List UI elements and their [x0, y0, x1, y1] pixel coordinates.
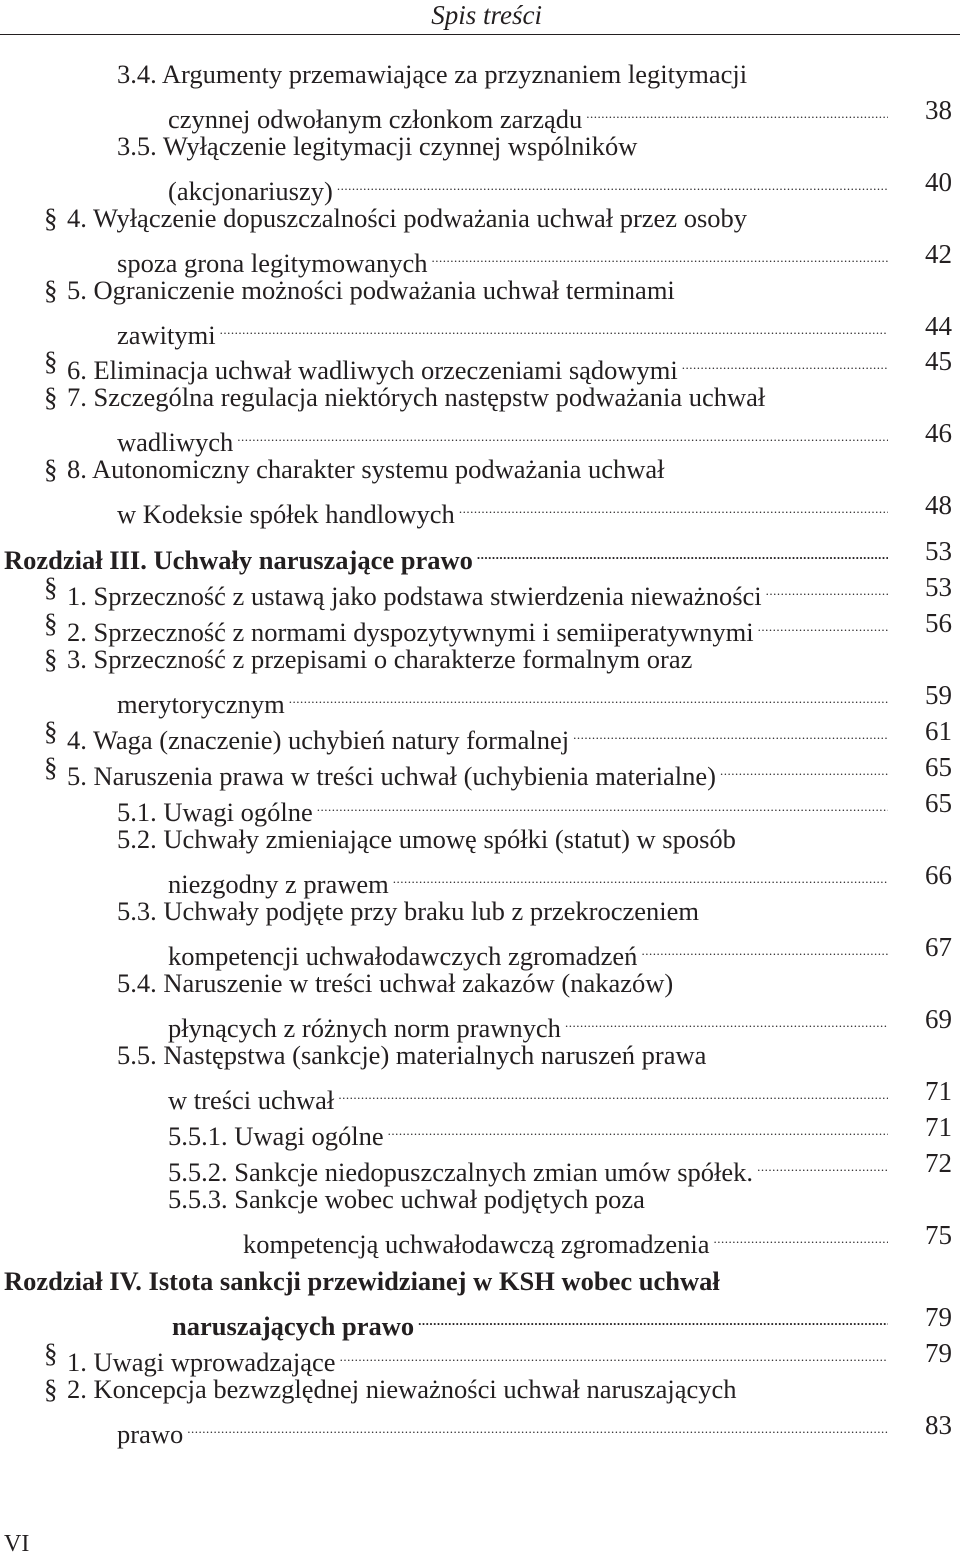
toc-entry-text: czynnej odwołanym członkom zarządu: [168, 104, 583, 134]
toc-entry: [67, 641, 890, 677]
toc-entry-text: 5.1. Uwagi ogólne: [117, 797, 313, 827]
toc-entry-text: w Kodeksie spółek handlowych: [117, 499, 455, 529]
leader-dots: [237, 415, 888, 451]
toc-chapter-entry: [4, 533, 890, 575]
section-mark: §: [44, 572, 58, 602]
toc-entry-text: 5.5.3. Sankcje wobec uchwał podjętych poza: [168, 1184, 645, 1214]
toc-entry-text: 3.4. Argumenty przemawiające za przyznaniem legitymacji: [117, 59, 748, 89]
toc-page-number: 75: [925, 1220, 952, 1250]
toc-chapter-entry: [4, 1263, 890, 1299]
toc-entry: [117, 821, 890, 857]
leader-dots: [338, 1073, 888, 1109]
toc-entry: [168, 1145, 890, 1187]
toc-chapter-text: Rozdział IV. Istota sankcji przewidzianej w KSH wobec uchwał: [4, 1266, 720, 1296]
toc-entry-text: 5.5.1. Uwagi ogólne: [168, 1121, 384, 1151]
toc-entry-text: 5. Naruszenia prawa w treści uchwał (uchybienia materialne): [67, 761, 716, 791]
running-header: [0, 0, 960, 35]
toc-chapter-text: naruszających prawo: [172, 1311, 415, 1341]
toc-entry-text: 5.5.2. Sankcje niedopuszczalnych zmian umów spółek.: [168, 1157, 754, 1187]
leader-dots: [641, 929, 888, 965]
toc-entry: [168, 1001, 890, 1043]
toc-page-number: 69: [925, 1004, 952, 1034]
toc-entry-text: niezgodny z prawem: [168, 869, 389, 899]
toc-entry-text: 5.5. Następstwa (sankcje) materialnych naruszeń prawa: [117, 1040, 707, 1070]
leader-dots: [187, 1407, 888, 1443]
toc-entry: [117, 1407, 890, 1449]
toc-page-number: 66: [925, 860, 952, 890]
leader-dots: [418, 1299, 888, 1335]
toc-entry: [67, 200, 890, 236]
toc-entry-text: 3. Sprzeczność z przepisami o charakterze formalnym oraz: [67, 644, 693, 674]
leader-dots: [766, 569, 888, 605]
leader-dots: [459, 487, 888, 523]
leader-dots: [393, 857, 888, 893]
toc-chapter-entry: [172, 1299, 890, 1341]
toc-page-number: 67: [925, 932, 952, 962]
toc-entry: [117, 893, 890, 929]
leader-dots: [757, 1145, 888, 1181]
toc-entry: [117, 56, 890, 92]
leader-dots: [720, 749, 888, 785]
toc-page-number: 56: [925, 608, 952, 638]
leader-dots: [477, 533, 888, 569]
toc-entry-text: w treści uchwał: [168, 1085, 335, 1115]
toc-entry-text: 2. Koncepcja bezwzględnej nieważności uchwał naruszających: [67, 1374, 737, 1404]
toc-entry-text: płynących z różnych norm prawnych: [168, 1013, 561, 1043]
toc-entry: [168, 857, 890, 899]
toc-entry-text: 6. Eliminacja uchwał wadliwych orzeczeniami sądowymi: [67, 355, 678, 385]
section-mark: §: [44, 346, 58, 376]
toc-entry-text: kompetencji uchwałodawczych zgromadzeń: [168, 941, 638, 971]
toc-entry: [67, 713, 890, 755]
toc-entry: [117, 415, 890, 457]
toc-page-number: 44: [925, 311, 952, 341]
toc-page-number: 46: [925, 418, 952, 448]
toc-entry: [168, 1073, 890, 1115]
toc-entry-text: wadliwych: [117, 427, 234, 457]
toc-page-number: 61: [925, 716, 952, 746]
toc-entry: [67, 749, 890, 791]
toc-page-number: 71: [925, 1076, 952, 1106]
toc-page-number: 45: [925, 346, 952, 376]
toc-entry-text: 1. Uwagi wprowadzające: [67, 1347, 336, 1377]
leader-dots: [317, 785, 888, 821]
toc-entry: [67, 605, 890, 647]
toc-entry: [67, 343, 890, 385]
toc-page-number: 42: [925, 239, 952, 269]
section-mark: §: [44, 454, 58, 484]
toc-page-number: 65: [925, 752, 952, 782]
toc-entry-text: prawo: [117, 1419, 184, 1449]
section-mark: §: [44, 716, 58, 746]
leader-dots: [388, 1109, 888, 1145]
toc-entry: [67, 379, 890, 415]
leader-dots: [220, 308, 888, 344]
leader-dots: [289, 677, 888, 713]
toc-entry-text: zawitymi: [117, 320, 216, 350]
header-title: Spis treści: [431, 0, 542, 30]
section-mark: §: [44, 1374, 58, 1404]
toc-entry: [117, 236, 890, 278]
toc-entry-text: 5.4. Naruszenie w treści uchwał zakazów (nakazów): [117, 968, 674, 998]
toc-entry: [67, 1371, 890, 1407]
toc-entry: [67, 272, 890, 308]
section-mark: §: [44, 644, 58, 674]
toc-entry-text: 1. Sprzeczność z ustawą jako podstawa stwierdzenia nieważności: [67, 581, 762, 611]
section-mark: §: [44, 1338, 58, 1368]
toc-entry-text: 5.3. Uchwały podjęte przy braku lub z przekroczeniem: [117, 896, 700, 926]
toc-entry: [117, 308, 890, 350]
toc-entry-text: 4. Wyłączenie dopuszczalności podważania uchwał przez osoby: [67, 203, 748, 233]
toc-page-number: 71: [925, 1112, 952, 1142]
toc-entry-text: (akcjonariuszy): [168, 176, 333, 206]
leader-dots: [573, 713, 888, 749]
toc-entry: [168, 1109, 890, 1151]
toc-page-number: 79: [925, 1302, 952, 1332]
toc-entry-text: merytorycznym: [117, 689, 285, 719]
toc-entry: [67, 569, 890, 611]
leader-dots: [337, 164, 888, 200]
toc-page-number: 53: [925, 536, 952, 566]
toc-page-number: 48: [925, 490, 952, 520]
toc-page-number: 53: [925, 572, 952, 602]
toc-entry: [117, 677, 890, 719]
section-mark: §: [44, 608, 58, 638]
toc-entry-text: spoza grona legitymowanych: [117, 248, 428, 278]
toc-page-number: 40: [925, 167, 952, 197]
section-mark: §: [44, 752, 58, 782]
toc-page-number: 79: [925, 1338, 952, 1368]
toc-page-number: 38: [925, 95, 952, 125]
section-mark: §: [44, 275, 58, 305]
toc-page-number: 83: [925, 1410, 952, 1440]
leader-dots: [432, 236, 888, 272]
toc-entry-text: kompetencją uchwałodawczą zgromadzenia: [243, 1229, 710, 1259]
page-folio: VI: [4, 1531, 30, 1557]
toc-entry: [243, 1217, 890, 1259]
leader-dots: [565, 1001, 888, 1037]
leader-dots: [713, 1217, 888, 1253]
toc-entry: [67, 451, 890, 487]
toc-entry-text: 3.5. Wyłączenie legitymacji czynnej wspólników: [117, 131, 638, 161]
leader-dots: [758, 605, 888, 641]
toc-entry-text: 2. Sprzeczność z normami dyspozytywnymi i semiiperatywnymi: [67, 617, 754, 647]
leader-dots: [586, 92, 888, 128]
section-mark: §: [44, 203, 58, 233]
toc-entry: [117, 965, 890, 1001]
leader-dots: [340, 1335, 888, 1371]
toc-entry-text: 5.2. Uchwały zmieniające umowę spółki (statut) w sposób: [117, 824, 736, 854]
toc-page-number: 72: [925, 1148, 952, 1178]
toc-entry: [168, 929, 890, 971]
toc-chapter-text: Rozdział III. Uchwały naruszające prawo: [4, 545, 473, 575]
toc-entry-text: 5. Ograniczenie możności podważania uchwał terminami: [67, 275, 675, 305]
toc-entry-text: 4. Waga (znaczenie) uchybień natury formalnej: [67, 725, 570, 755]
toc-entry: [168, 92, 890, 134]
toc-entry: [117, 128, 890, 164]
leader-dots: [682, 343, 888, 379]
toc-page-number: 59: [925, 680, 952, 710]
toc-entry-text: 7. Szczególna regulacja niektórych następstw podważania uchwał: [67, 382, 766, 412]
toc-page-number: 65: [925, 788, 952, 818]
toc-entry: [117, 785, 890, 827]
section-mark: §: [44, 382, 58, 412]
toc-entry: [117, 1037, 890, 1073]
toc-entry: [67, 1335, 890, 1377]
toc-entry: [117, 487, 890, 529]
toc-entry-text: 8. Autonomiczny charakter systemu podważania uchwał: [67, 454, 665, 484]
toc-entry: [168, 1181, 890, 1217]
toc-entry: [168, 164, 890, 206]
